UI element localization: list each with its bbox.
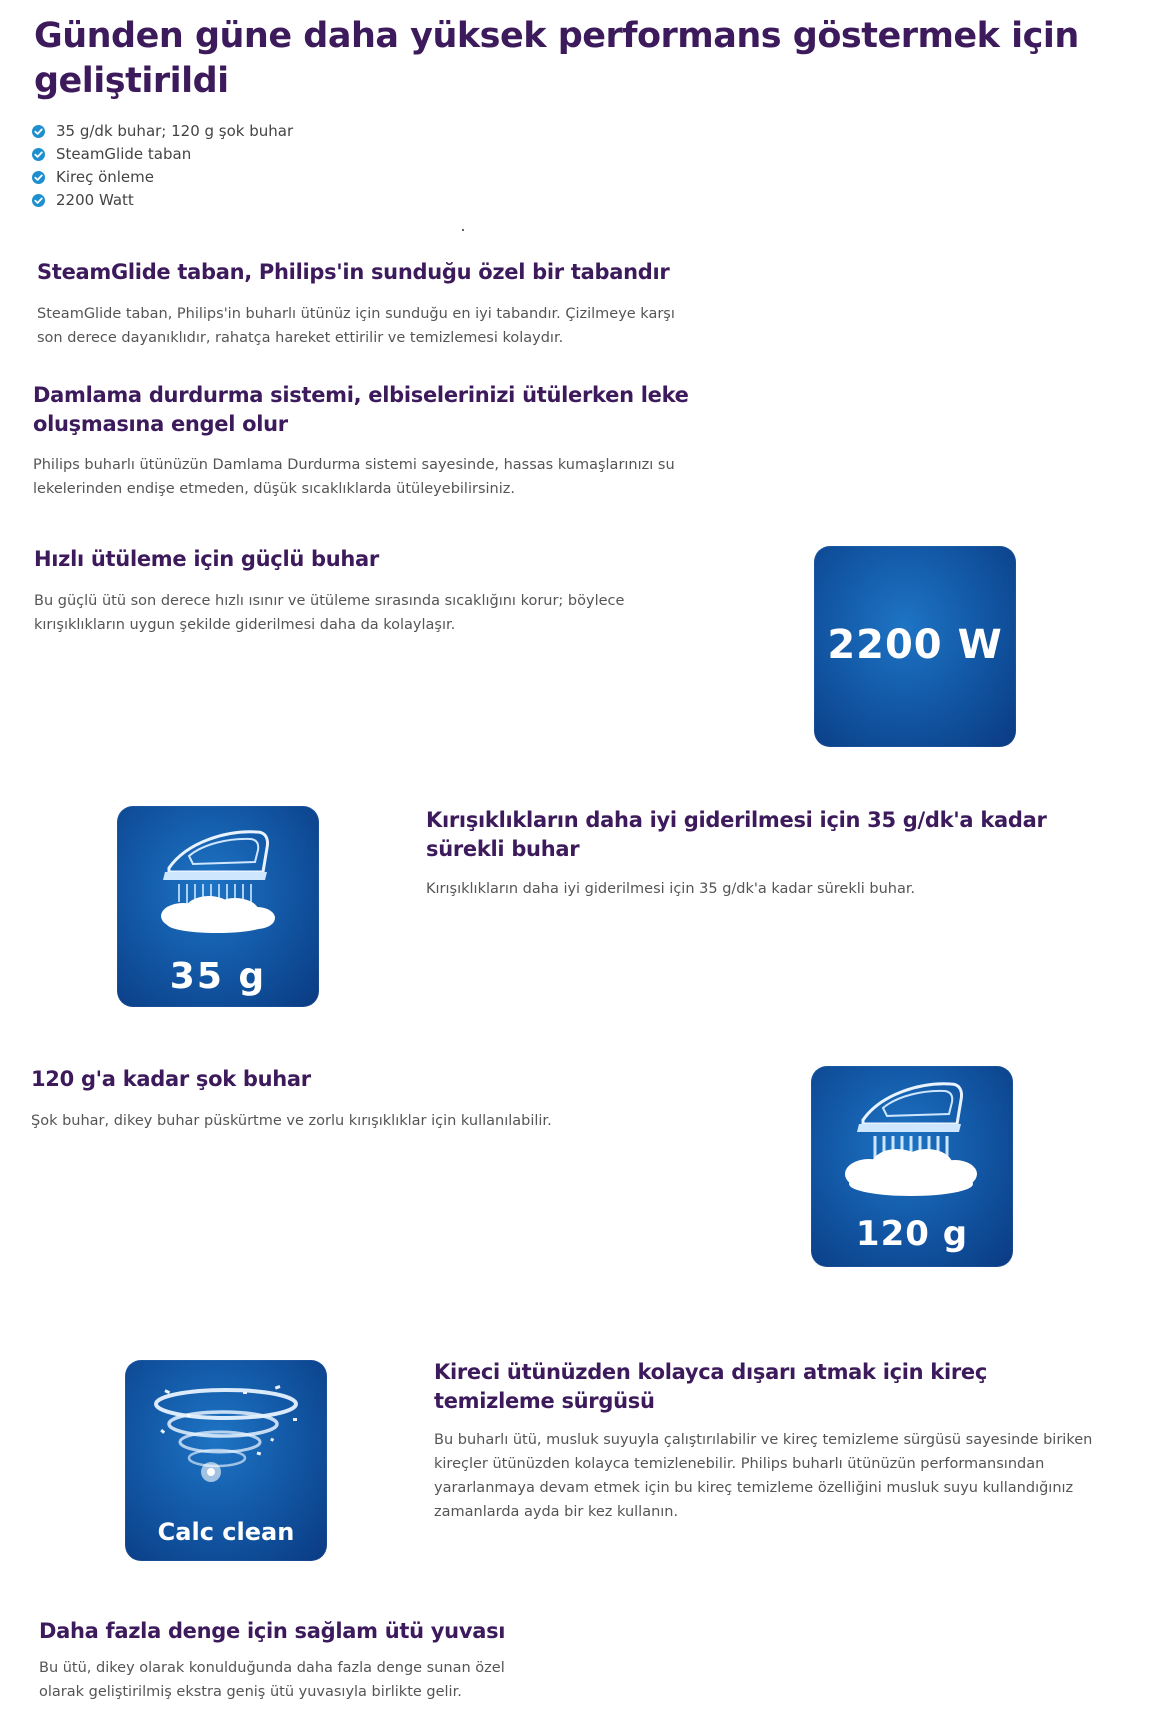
feature-title: Hızlı ütüleme için güçlü buhar: [34, 547, 379, 571]
feature-text: Kırışıklıkların daha iyi giderilmesi için 35 g/dk'a kadar sürekli buhar.: [426, 881, 916, 897]
bullet-text: SteamGlide taban: [56, 145, 192, 163]
feature-text: Bu ütü, dikey olarak konulduğunda daha fazla denge sunan özel olarak geliştirilmiş ekstra geniş ütü yuvasıyla birlikte gelir.: [39, 1660, 505, 1700]
feature-bullet-list: [32, 120, 293, 212]
bullet-item: [32, 189, 293, 212]
tile-label: 35 g: [169, 956, 267, 997]
check-circle-icon: [32, 171, 45, 184]
power-tile-image: [814, 546, 1016, 747]
iron-steam-tile-image: [117, 806, 319, 1007]
bullet-item: [32, 166, 293, 189]
feature-title: Kırışıklıkların daha iyi giderilmesi için 35 g/dk'a kadar sürekli buhar: [426, 808, 1047, 861]
bullet-text: 35 g/dk buhar; 120 g şok buhar: [56, 122, 294, 140]
calc-clean-tile-image: [125, 1360, 327, 1561]
bullet-item: [32, 120, 293, 143]
feature-title: Kireci ütünüzden kolayca dışarı atmak için kireç temizleme sürgüsü: [434, 1360, 988, 1413]
bullet-text: 2200 Watt: [56, 191, 134, 209]
bullet-item: [32, 143, 293, 166]
feature-text: Şok buhar, dikey buhar püskürtme ve zorlu kırışıklıklar için kullanılabilir.: [31, 1113, 552, 1129]
bullet-text: Kireç önleme: [56, 168, 155, 186]
tile-label: 120 g: [855, 1214, 969, 1254]
feature-title: Daha fazla denge için sağlam ütü yuvası: [39, 1619, 506, 1643]
feature-text: Bu buharlı ütü, musluk suyuyla çalıştırılabilir ve kireç temizleme sürgüsü sayesinde biriken kireçler ütünüzden kolayca temizlenebilir. Philips buharlı ütünüzün performansından yararlanmaya devam etmek için bu kireç temizleme özelliğini musluk suyu kullandığınız zamanlarda ayda bir kez kullanın.: [434, 1432, 1093, 1520]
check-circle-icon: [32, 148, 45, 161]
page-title: Günden güne daha yüksek performans göstermek için geliştirildi: [34, 16, 1079, 101]
check-circle-icon: [32, 194, 45, 207]
separator-dot: [462, 229, 464, 231]
feature-text: Bu güçlü ütü son derece hızlı ısınır ve ütüleme sırasında sıcaklığını korur; böylece kırışıklıkların uygun şekilde giderilmesi daha da kolaylaşır.: [34, 593, 625, 633]
tile-label: 2200 W: [827, 622, 1003, 668]
check-circle-icon: [32, 125, 45, 138]
iron-shot-steam-tile-image: [811, 1066, 1013, 1267]
feature-title: Damlama durdurma sistemi, elbiselerinizi ütülerken leke oluşmasına engel olur: [33, 383, 689, 436]
feature-title: SteamGlide taban, Philips'in sunduğu özel bir tabandır: [37, 260, 670, 284]
feature-text: Philips buharlı ütünüzün Damlama Durdurma sistemi sayesinde, hassas kumaşlarınızı su lekelerinden endişe etmeden, düşük sıcaklıklarda ütüleyebilirsiniz.: [33, 457, 675, 497]
feature-text: SteamGlide taban, Philips'in buharlı ütünüz için sunduğu en iyi tabandır. Çizilmeye karşı son derece dayanıklıdır, rahatça hareket ettirilir ve temizlemesi kolaydır.: [37, 306, 675, 346]
tile-label: Calc clean: [157, 1518, 295, 1546]
feature-title: 120 g'a kadar şok buhar: [31, 1067, 311, 1091]
